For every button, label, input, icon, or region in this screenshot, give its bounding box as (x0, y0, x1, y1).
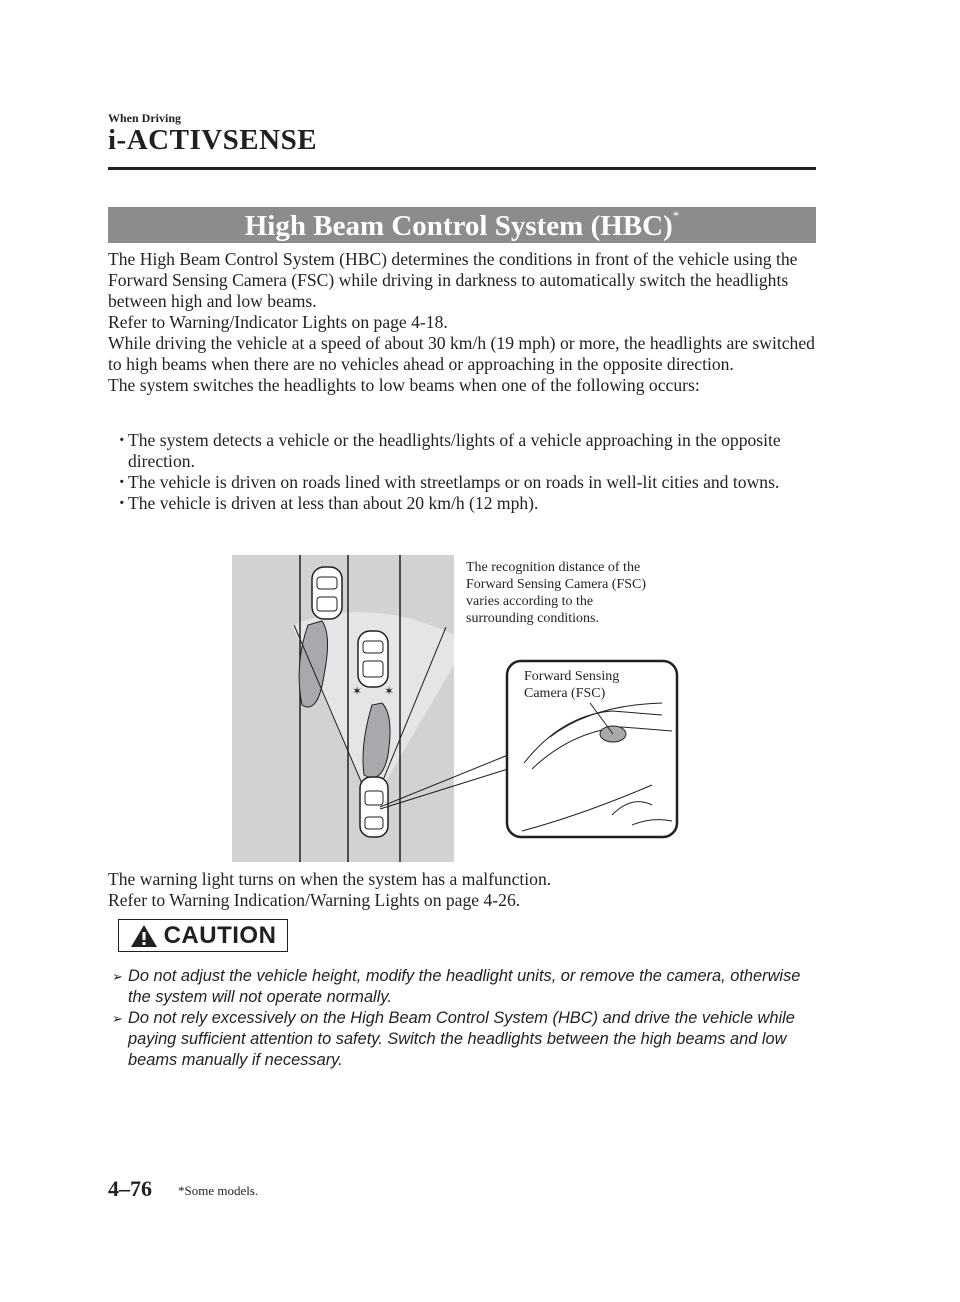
caution-label: CAUTION (163, 921, 277, 949)
hbc-illustration (232, 555, 684, 862)
svg-text:✶: ✶ (352, 684, 363, 698)
caution-item (112, 1008, 812, 1071)
list-item (113, 493, 813, 514)
paragraph: The High Beam Control System (HBC) determines the conditions in front of the vehicle using the Forward Sensing Camera (FSC) while driving in darkness to automatically switch the headlights between high and low beams. (108, 249, 798, 311)
list-item (113, 472, 813, 493)
warning-triangle-icon (130, 924, 158, 948)
own-car (360, 777, 388, 837)
section-label: When Driving (108, 111, 182, 125)
header-divider (108, 167, 816, 170)
paragraph: While driving the vehicle at a speed of about 30 km/h (19 mph) or more, the headlights are switched to high beams when there are no vehicles ahead or approaching in the opposite direction. (108, 333, 815, 374)
malfunction-text (108, 869, 816, 911)
bullet-symbol: ・ (113, 430, 131, 450)
oncoming-car (312, 567, 342, 619)
list-item-text: The vehicle is driven at less than about 20 km/h (12 mph). (128, 493, 539, 513)
svg-text:✶: ✶ (384, 684, 395, 698)
camera-label: Forward Sensing Camera (FSC) (524, 669, 620, 701)
page-number: 4–76 (108, 1176, 152, 1201)
paragraph: Refer to Warning Indication/Warning Lights on page 4-26. (108, 890, 521, 910)
caution-header (118, 919, 288, 952)
footnote: *Some models. (178, 1183, 259, 1198)
paragraph: The warning light turns on when the system has a malfunction. (108, 869, 552, 889)
conditions-list (113, 430, 813, 514)
list-item-text: The system detects a vehicle or the headlights/lights of a vehicle approaching in the opposite direction. (128, 430, 781, 471)
bullet-symbol: ・ (113, 472, 131, 492)
caution-list (112, 966, 812, 1071)
section-title: High Beam Control System (HBC) (244, 210, 673, 242)
road-diagram-svg (232, 555, 684, 862)
intro-text (108, 249, 816, 396)
paragraph: Refer to Warning/Indicator Lights on page 4-18. (108, 312, 448, 332)
list-item (113, 430, 813, 472)
section-title-bar (108, 207, 816, 243)
caution-item-text: Do not adjust the vehicle height, modify the headlight units, or remove the camera, otherwise the system will not operate normally. (128, 967, 801, 1006)
caution-item-text: Do not rely excessively on the High Beam Control System (HBC) and drive the vehicle while paying sufficient attention to safety. Switch the headlights between the high beams and low beams manually if necessary. (128, 1009, 795, 1069)
caution-item (112, 966, 812, 1008)
some-models-marker: * (672, 208, 680, 223)
arrow-bullet-icon: ➢ (112, 969, 123, 984)
list-item-text: The vehicle is driven on roads lined with streetlamps or on roads in well-lit cities and towns. (128, 472, 780, 492)
bullet-symbol: ・ (113, 493, 131, 513)
chapter-title: i-ACTIVSENSE (108, 124, 318, 156)
paragraph: The system switches the headlights to low beams when one of the following occurs: (108, 375, 700, 395)
recognition-distance-label: The recognition distance of the Forward Sensing Camera (FSC) varies according to the surrounding conditions. (466, 560, 647, 626)
arrow-bullet-icon: ➢ (112, 1011, 123, 1026)
